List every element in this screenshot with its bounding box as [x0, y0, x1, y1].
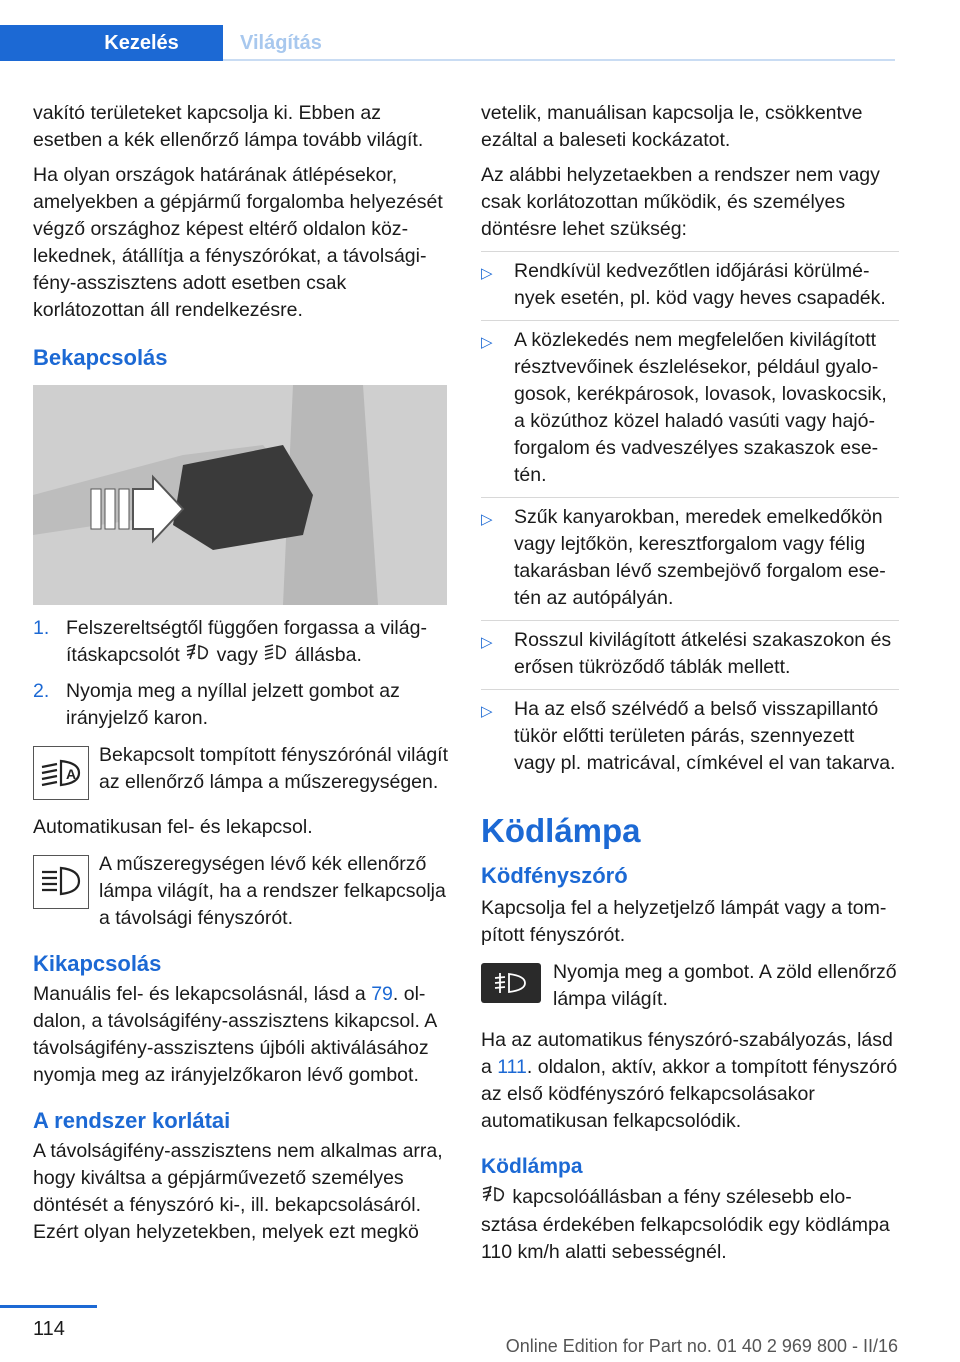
paragraph: vetelik, manuálisan kapcsolja le, csökkentve ezáltal a baleseti kockázatot. [481, 102, 863, 151]
step-number: 2. [33, 680, 50, 702]
triangle-bullet-icon: ▷ [481, 634, 493, 651]
step-text: Felszereltségtől függően forgassa a világításkapcsolót [66, 617, 427, 667]
bullet-text: Szűk kanyarokban, meredek emelkedőkön vagy lejtőkön, keresztforgalom vagy félig takarásban lévő szembejövő forgalom esetén az autópályán. [514, 506, 886, 609]
triangle-bullet-icon: ▷ [481, 511, 493, 528]
left-column [33, 100, 451, 1254]
text: . oldalon, aktív, akkor a tompított fényszóró az első ködfényszóró felkapcsolásakor automatikusan felkapcsolódik. [481, 1056, 898, 1132]
page-link[interactable]: 111 [497, 1056, 527, 1078]
page-header [0, 25, 895, 61]
note-text: Nyomja meg a gombot. A zöld ellenőrző lámpa világít. [553, 961, 897, 1010]
page-link[interactable]: 79 [371, 983, 393, 1005]
paragraph: Ha olyan országok határának átlépésekor, amelyekben a gépjármű forgalomba helyezését végző országhoz képest eltérő oldalon közlekednek, átállítja a fényszórókat, a távolságifény-asszisztens adott esetben csak korlátozottan áll rendelkezésre. [33, 164, 443, 321]
note-text: Bekapcsolt tompított fényszórónál világít az ellenőrző lámpa a műszeregységen. [99, 744, 449, 793]
text: Ha az automatikus fényszóró-szabályozás, lásd a [481, 1029, 893, 1078]
text: . oldalon, a távolságifény-asszisztens kikapcsol. A távolságifény-asszisztens újbóli aktiválásához nyomja meg az irányjelzőkaron lévő gombot. [33, 983, 437, 1086]
bullet-text: Rendkívül kedvezőtlen időjárási körülmények esetén, pl. köd vagy heves csapadék. [514, 260, 886, 309]
steps-list [33, 615, 451, 732]
heading-kodlampa: Ködlámpa [481, 812, 641, 849]
bullet-text: Rosszul kivilágított átkelési szakaszokon és erősen tükröződő táblák mellett. [514, 629, 892, 678]
bullet-text: Ha az első szélvédő a belső visszapillantó tükör előtti területen párás, szennyezett vagy pl. matricával, címkével el van takarva. [514, 698, 896, 774]
step-text: vagy [216, 644, 258, 667]
edition-text: Online Edition for Part no. 01 40 2 969 800 - II/16 [505, 1336, 898, 1356]
footer-divider [0, 1305, 97, 1308]
paragraph: Kapcsolja fel a helyzetjelző lámpát vagy a tompított fényszórót. [481, 897, 887, 946]
stalk-photo [33, 385, 447, 605]
list-item [481, 320, 899, 497]
front-fog-light-button-icon [481, 963, 541, 1003]
step-number: 1. [33, 617, 50, 639]
step-text: Nyomja meg a nyíllal jelzett gombot az irányjelző karon. [66, 680, 400, 729]
list-item [33, 615, 451, 670]
heading-kodlampa-sub: Ködlámpa [481, 1155, 583, 1178]
heading-korlatai: A rendszer korlátai [33, 1108, 231, 1133]
heading-bekapcsolas: Bekapcsolás [33, 345, 168, 370]
list-item [481, 620, 899, 689]
tab-kezeles[interactable]: Kezelés [0, 25, 223, 61]
page-number: 114 [33, 1318, 65, 1340]
high-beam-assist-icon [33, 746, 89, 800]
header-divider [223, 59, 895, 61]
indicator-note [33, 742, 451, 800]
paragraph: A távolságifény-asszisztens nem alkalmas arra, hogy kiváltsa a gépjárművezető személyes döntését a fényszóró ki-, ill. bekapcsolásáról. Ezért olyan helyzetekben, melyek ezt megkö [33, 1140, 443, 1243]
paragraph [33, 981, 451, 1089]
text: Manuális fel- és lekapcsolásnál, lásd a [33, 983, 372, 1005]
limitations-list [481, 251, 899, 785]
bullet-text: A közlekedés nem megfelelően kivilágított résztvevőinek észlelésekor, például gyalogosok, kerékpárosok, lovasok, lovaskocsik, a közúthoz közel haladó vasúti vagy hajóforgalom és vadveszélyes szakaszok esetén. [514, 329, 887, 486]
paragraph: Automatikusan fel- és lekapcsol. [33, 816, 313, 838]
paragraph [481, 1184, 899, 1266]
text: kapcsolóállásban a fény szélesebb elosztása érdekében felkapcsolódik egy ködlámpa 110 km/h alatti sebességnél. [481, 1186, 890, 1263]
fog-light-switch-icon [481, 1184, 507, 1212]
triangle-bullet-icon: ▷ [481, 265, 493, 282]
indicator-note [33, 851, 451, 932]
list-item [481, 689, 899, 785]
tab-vilagitas[interactable]: Világítás [240, 32, 322, 54]
note-text: A műszeregységen lévő kék ellenőrző lámpa világít, ha a rendszer felkapcsolja a távolsági fényszórót. [99, 853, 446, 929]
list-item [33, 678, 451, 732]
fog-button-note [481, 959, 899, 1013]
paragraph: Az alábbi helyzetaekben a rendszer nem vagy csak korlátozottan működik, és személyes döntésre lehet szükség: [481, 164, 880, 240]
list-item [481, 251, 899, 320]
paragraph: vakító területeket kapcsolja ki. Ebben az esetben a kék ellenőrző lámpa tovább világít. [33, 102, 424, 151]
paragraph [481, 1027, 899, 1135]
step-text: állásba. [294, 644, 362, 667]
heading-kodfenyszoro: Ködfényszóró [481, 863, 628, 888]
heading-kikapcsolas: Kikapcsolás [33, 951, 162, 976]
triangle-bullet-icon: ▷ [481, 703, 493, 720]
high-beam-icon [33, 855, 89, 909]
triangle-bullet-icon: ▷ [481, 334, 493, 351]
fog-light-switch-icon [185, 642, 211, 670]
auto-headlight-icon [263, 642, 289, 670]
list-item [481, 497, 899, 620]
svg-text:A: A [66, 766, 77, 782]
right-column [481, 100, 899, 1274]
